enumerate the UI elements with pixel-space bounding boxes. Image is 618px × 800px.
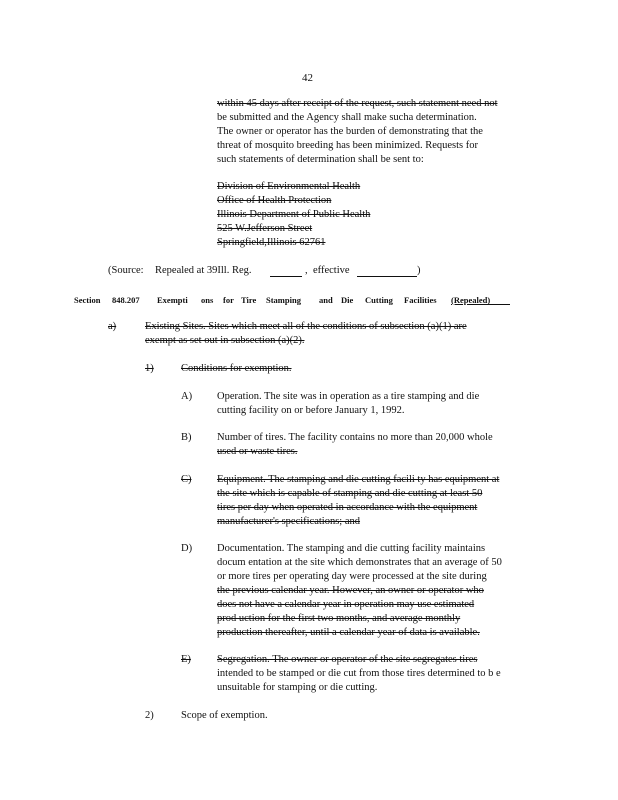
- source-close: ): [417, 265, 421, 276]
- paragraph-marker: 1): [145, 363, 154, 374]
- intro-line: such statements of determination shall be sent to:: [217, 154, 424, 165]
- section-title-word: Stamping: [266, 295, 301, 305]
- item-line: Number of tires. The facility contains no more than 20,000 whole: [217, 432, 493, 443]
- item-marker: D): [181, 543, 193, 554]
- intro-line: The owner or operator has the burden of demonstrating that the: [217, 126, 483, 137]
- item-line: cutting facility on or before January 1, 1992.: [217, 405, 405, 416]
- item-line: Segregation. The owner or operator of the site segregates tires: [217, 654, 478, 665]
- item-line: unsuitable for stamping or die cutting.: [217, 682, 378, 693]
- paragraph-heading: Scope of exemption.: [181, 710, 268, 721]
- section-title-word: and: [319, 295, 333, 305]
- address-line: Springfield,Illinois 62761: [217, 237, 326, 248]
- intro-line: threat of mosquito breeding has been minimized. Requests for: [217, 140, 478, 151]
- address-line: Illinois Department of Public Health: [217, 209, 371, 220]
- item-line: or more tires per operating day were processed at the site during: [217, 571, 487, 582]
- page-number: 42: [302, 72, 313, 84]
- source-label: (Source:: [108, 265, 144, 276]
- section-status-rule: [480, 304, 510, 305]
- intro-line: within 45 days after receipt of the request, such statement need not: [217, 98, 498, 109]
- paragraph-marker: 2): [145, 710, 154, 721]
- section-title-word: Tire: [241, 295, 257, 305]
- section-title-word: Facilities: [404, 295, 437, 305]
- address-line: Division of Environmental Health: [217, 181, 361, 192]
- item-line: production thereafter, until a calendar year of data is available.: [217, 627, 480, 638]
- address-line: 525 W.Jefferson Street: [217, 223, 313, 234]
- address-line: Office of Health Protection: [217, 195, 332, 206]
- item-line: the site which is capable of stamping and die cutting at least 50: [217, 488, 483, 499]
- item-line: manufacturer's specifications; and: [217, 516, 361, 527]
- subsection-marker: a): [108, 321, 117, 332]
- item-marker: A): [181, 391, 193, 402]
- item-line: tires per day when operated in accordance with the equipment: [217, 502, 478, 513]
- item-line: used or waste tires.: [217, 446, 298, 457]
- item-marker: E): [181, 654, 191, 665]
- item-line: Equipment. The stamping and die cutting facili ty has equipment at: [217, 474, 500, 485]
- item-line: prod uction for the first two months, and average monthly: [217, 613, 461, 624]
- section-title-word: Die: [341, 295, 354, 305]
- source-blank: [270, 276, 302, 277]
- item-line: Operation. The site was in operation as a tire stamping and die: [217, 391, 480, 402]
- section-title-word: ons: [201, 295, 214, 305]
- item-marker: C): [181, 474, 192, 485]
- section-status: (Repealed): [451, 295, 491, 305]
- paragraph-heading: Conditions for exemption.: [181, 363, 292, 374]
- item-line: the previous calendar year. However, an owner or operator who: [217, 585, 484, 596]
- item-line: Documentation. The stamping and die cutting facility maintains: [217, 543, 486, 554]
- source-effective: effective: [313, 265, 350, 276]
- item-line: does not have a calendar year in operation may use estimated: [217, 599, 475, 610]
- section-id: 848.207: [112, 295, 140, 305]
- section-title-word: Exempti: [157, 295, 188, 305]
- subsection-line: exempt as set out in subsection (a)(2).: [145, 335, 305, 346]
- source-comma: ,: [305, 265, 308, 276]
- section-title-word: Cutting: [365, 295, 393, 305]
- source-text: Repealed at 39Ill. Reg.: [155, 265, 252, 276]
- item-line: docum entation at the site which demonstrates that an average of 50: [217, 557, 502, 568]
- source-blank: [357, 276, 417, 277]
- item-marker: B): [181, 432, 192, 443]
- item-line: intended to be stamped or die cut from those tires determined to b e: [217, 668, 501, 679]
- intro-line: be submitted and the Agency shall make sucha determination.: [217, 112, 477, 123]
- section-label: Section: [74, 295, 101, 305]
- subsection-line: Existing Sites. Sites which meet all of the conditions of subsection (a)(1) are: [145, 321, 467, 332]
- section-title-word: for: [223, 295, 234, 305]
